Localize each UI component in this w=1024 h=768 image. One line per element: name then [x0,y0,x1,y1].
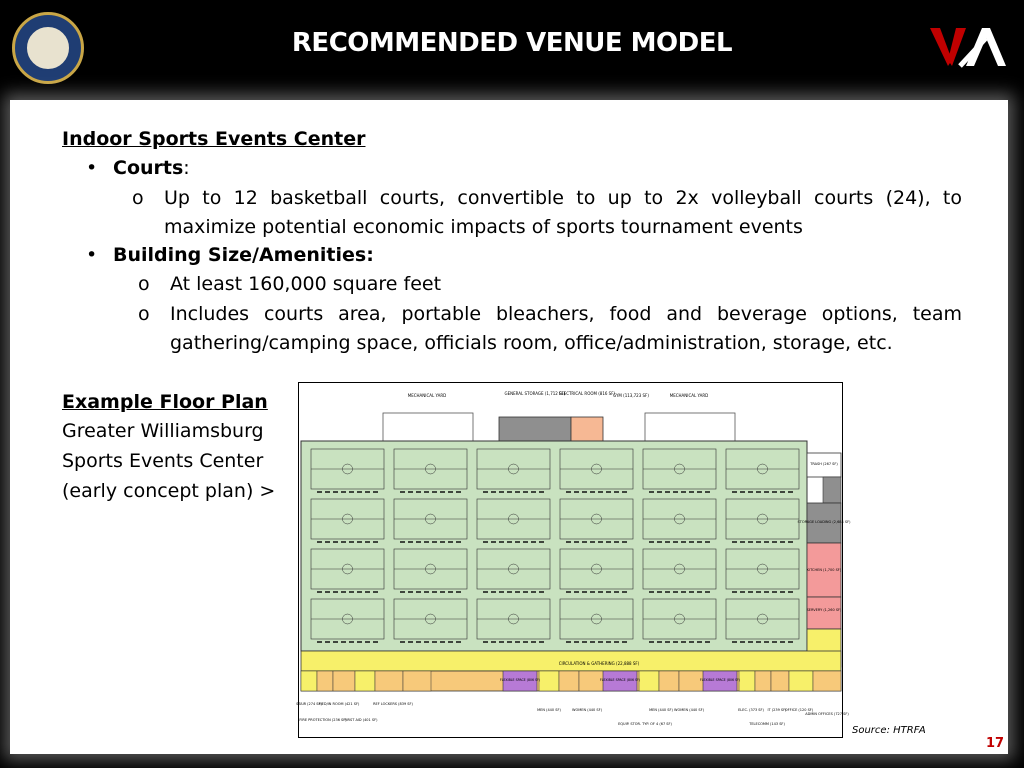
label-flex-2: FLEXIBLE SPACE (806 SF) [599,678,641,682]
label-electrical-room: ELECTRICAL ROOM (816 SF) [558,391,616,396]
trash-room [823,477,841,503]
label-fire-protection: FIRE PROTECTION (236 SF) [299,718,347,722]
label-admin-offices: ADMIN OFFICES (727 SF) [805,712,849,716]
floor-plan-desc-line-2: Sports Events Center [62,450,264,472]
label-women-1: WOMEN (440 SF) [572,708,602,712]
label-mech-yard-right: MECHANICAL YARD [669,393,709,398]
bullet-building [86,241,486,270]
sub-bullet-courts [132,184,964,242]
label-women-2: WOMEN (440 SF) [674,708,704,712]
label-office: OFFICE (120 SF) [784,708,814,712]
electrical-room-block [571,417,603,441]
support-room [755,671,771,691]
courts-colon: : [183,157,190,179]
support-room [739,671,755,691]
label-first-aid: FIRST AID (401 SF) [344,718,378,722]
bullet-dot-icon: • [86,157,98,179]
label-circulation: CIRCULATION & GATHERING (22,888 SF) [558,661,640,666]
label-servery: SERVERY (1,260 SF) [806,608,842,612]
bullet-courts [86,154,386,183]
bullet-dot-icon: • [86,244,98,266]
support-room [333,671,355,691]
support-room [639,671,659,691]
label-kitchen: KITCHEN (1,700 SF) [806,568,842,572]
label-telecomm: TELECOMM (143 SF) [749,722,785,726]
label-flex-3: FLEXIBLE SPACE (806 SF) [699,678,741,682]
general-storage-block [499,417,571,441]
label-storage-loading: STORAGE LOADING (2,684 SF) [797,520,851,524]
support-room [539,671,559,691]
support-room [559,671,579,691]
label-med-room: MED/IN ROOM (421 SF) [318,702,360,706]
building-label: Building Size/Amenities: [113,244,374,266]
label-stair: STAIR (274 SF) [296,702,322,706]
gym-floor [301,441,807,651]
amenities-line-1: Includes courts area, portable bleachers, food and beverage options, team [170,303,962,325]
courts-line-1: Up to 12 basketball courts, convertible to up to 2x volleyball courts (24), to [164,187,962,209]
sub-bullet-size [138,270,638,299]
section-heading-sports-center: Indoor Sports Events Center [62,128,366,150]
label-general-storage: GENERAL STORAGE (1,712 SF) [504,391,566,396]
floor-plan-desc-line-3: (early concept plan) > [62,480,276,502]
support-room [317,671,333,691]
support-room [301,671,317,691]
label-equip-stor: EQUIP. STOR. TYP. OF 4 (67 SF) [618,722,672,726]
amenities-line-2: gathering/camping space, officials room, office/administration, storage, etc. [170,332,893,354]
page-number: 17 [986,736,1005,751]
label-flex-1: FLEXIBLE SPACE (806 SF) [499,678,541,682]
support-room [789,671,813,691]
slide-title: RECOMMENDED VENUE MODEL [291,28,733,58]
support-room [659,671,679,691]
support-room [403,671,431,691]
label-men-2: MEN (440 SF) [649,708,673,712]
label-gym: GYM (113,723 SF) [613,393,649,398]
va-logo [926,24,1010,70]
label-it: IT (239 SF) [767,708,787,712]
courts-line-2: maximize potential economic impacts of sports tournament events [164,216,803,238]
support-room [375,671,403,691]
floor-plan-desc-line-1: Greater Williamsburg [62,420,264,442]
sub-bullet-icon: o [138,303,150,325]
label-ref-lockers: REF LOCKERS (839 SF) [373,702,413,706]
label-trash: TRASH (267 SF) [810,462,838,466]
section-heading-floor-plan: Example Floor Plan [62,391,268,413]
source-caption: Source: HTRFA [852,725,926,736]
sub-bullet-amenities [138,300,964,358]
floor-plan-image [296,382,851,738]
support-room [355,671,375,691]
sub-bullet-icon: o [138,273,150,295]
courts-label: Courts [113,157,184,179]
label-mech-yard-left: MECHANICAL YARD [407,393,447,398]
support-room [771,671,789,691]
size-text: At least 160,000 square feet [170,273,442,295]
label-men-1: MEN (440 SF) [537,708,561,712]
label-elec: ELEC. (373 SF) [738,708,764,712]
support-rooms [301,671,841,691]
sub-bullet-icon: o [132,187,144,209]
support-room [813,671,841,691]
servery-room [807,597,841,629]
